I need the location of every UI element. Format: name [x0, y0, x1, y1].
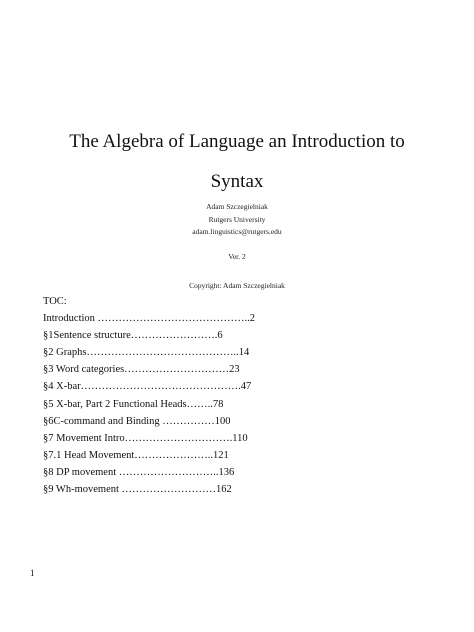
toc-item: §7.1 Head Movement…………………..121	[43, 449, 229, 461]
toc-item: §7 Movement Intro………………………….110	[43, 432, 248, 444]
toc-item: §8 DP movement ………………………..136	[43, 466, 235, 478]
toc-item: §9 Wh-movement ………………………162	[43, 484, 232, 496]
author-block	[0, 201, 474, 239]
author-email: adam.linguistics@rutgers.edu	[192, 227, 282, 236]
toc-item: §5 X-bar, Part 2 Functional Heads……..78	[43, 398, 224, 410]
toc-item: §6C-command and Binding ……………100	[43, 415, 231, 427]
title-line-1: The Algebra of Language an Introduction to	[69, 131, 405, 152]
author-affiliation: Rutgers University	[208, 214, 266, 224]
title-line-2: Syntax	[210, 171, 264, 192]
toc-heading: TOC:	[43, 296, 67, 307]
toc-item: §2 Graphs……………………………………..14	[43, 347, 250, 359]
toc-item: Introduction ……………………………………..2	[43, 313, 256, 325]
copyright-notice: Copyright: Adam Szczegielniak	[189, 281, 285, 290]
version-label: Ver. 2	[228, 252, 246, 261]
table-of-contents	[43, 293, 283, 498]
toc-item: §4 X-bar……………………………………….47	[43, 381, 252, 393]
toc-item: §3 Word categories…………………………23	[43, 364, 240, 376]
toc-item: §1Sentence structure…………………….6	[43, 330, 223, 342]
page-number: 1	[30, 568, 35, 578]
author-name: Adam Szczegielniak	[206, 202, 268, 211]
document-title	[0, 122, 474, 202]
